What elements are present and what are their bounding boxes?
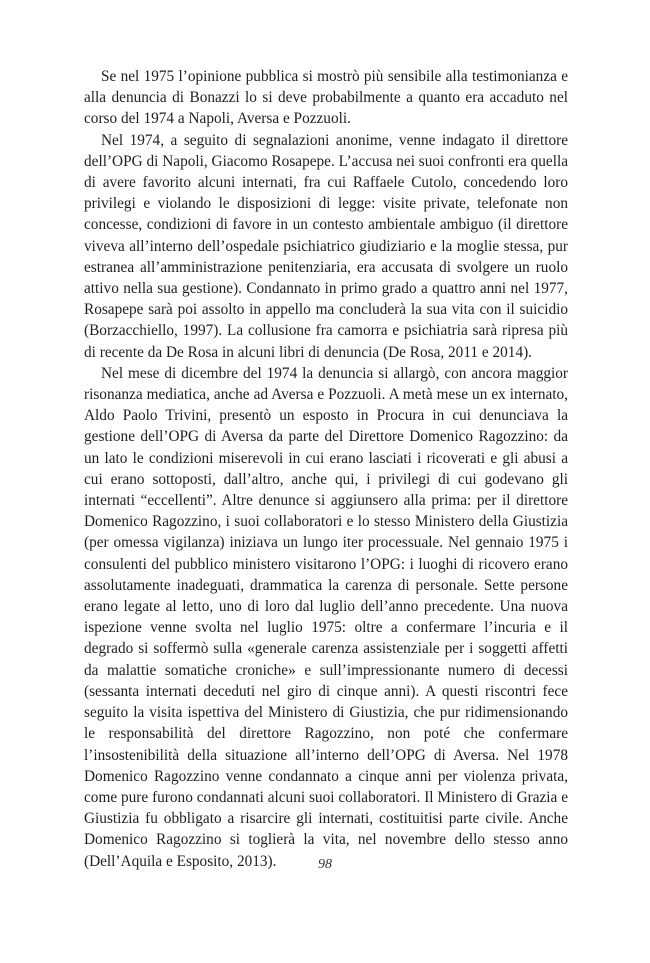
paragraph-2: Nel 1974, a seguito di segnalazioni anonime, venne indagato il direttore dell’OPG di Napoli, Giacomo Rosapepe. L’accusa nei suoi confronti era quella di avere favorito alcuni internati, fra cui Raffaele Cutolo, concedendo loro privilegi e violando le disposizioni di legge: visite private, telefonate non concesse, condizioni di favore in un contesto ambientale ambiguo (il direttore viveva all’interno dell’ospedale psichiatrico giudiziario e la moglie stessa, pur estranea all’amministrazione penitenziaria, era accusata di svolgere un ruolo attivo nella sua gestione). Condannato in primo grado a quattro anni nel 1977, Rosapepe sarà poi assolto in appello ma concluderà la sua vita con il suicidio (Borzacchiello, 1997). La collusione fra camorra e psichiatria sarà ripresa più di recente da De Rosa in alcuni libri di denuncia (De Rosa, 2011 e 2014). [84, 131, 568, 361]
page-number: 98 [318, 857, 332, 872]
paragraph-3: Nel mese di dicembre del 1974 la denuncia si allargò, con ancora maggior risonanza mediatica, anche ad Aversa e Pozzuoli. A metà mese un ex internato, Aldo Paolo Trivini, presentò un esposto in Procura in cui denunciava la gestione dell’OPG di Aversa da parte del Direttore Domenico Ragozzino: da un lato le condizioni miserevoli in cui erano lasciati i ricoverati e gli abusi a cui erano sottoposti, dall’altro, anche qui, i privilegi di cui godevano gli internati “eccellenti”. Altre denunce si aggiunsero alla prima: per il direttore Domenico Ragozzino, i suoi collaboratori e lo stesso Ministero della Giustizia (per omessa vigilanza) iniziava un lungo iter processuale. Nel gennaio 1975 i consulenti del pubblico ministero visitarono l’OPG: i luoghi di ricovero erano assolutamente inadeguati, drammatica la carenza di personale. Sette persone erano legate al letto, uno di loro dal luglio dell’anno precedente. Una nuova ispezione venne svolta nel luglio 1975: oltre a confermare l’incuria e il degrado si soffermò sulla «generale carenza assistenziale per i soggetti affetti da malattie somatiche croniche» e sull’impressionante numero di decessi (sessanta internati deceduti nel giro di cinque anni). A questi riscontri fece seguito la visita ispettiva del Ministero di Giustizia, che pur ridimensionando le responsabilità del direttore Ragozzino, non poté che confermare l’insostenibilità della situazione all’interno dell’OPG di Aversa. Nel 1978 Domenico Ragozzino venne condannato a cinque anni per violenza privata, come pure furono condannati alcuni suoi collaboratori. Il Ministero di Grazia e Giustizia fu obbligato a risarcire gli internati, costituitisi parte civile. Anche Domenico Ragozzino si toglierà la vita, nel novembre dello stesso anno (Dell’Aquila e Esposito, 2013). [84, 364, 568, 870]
paragraph-1: Se nel 1975 l’opinione pubblica si mostrò più sensibile alla testimonianza e alla denuncia di Bonazzi lo si deve probabilmente a quanto era accaduto nel corso del 1974 a Napoli, Aversa e Pozzuoli. [84, 68, 568, 128]
body-text [84, 66, 568, 872]
